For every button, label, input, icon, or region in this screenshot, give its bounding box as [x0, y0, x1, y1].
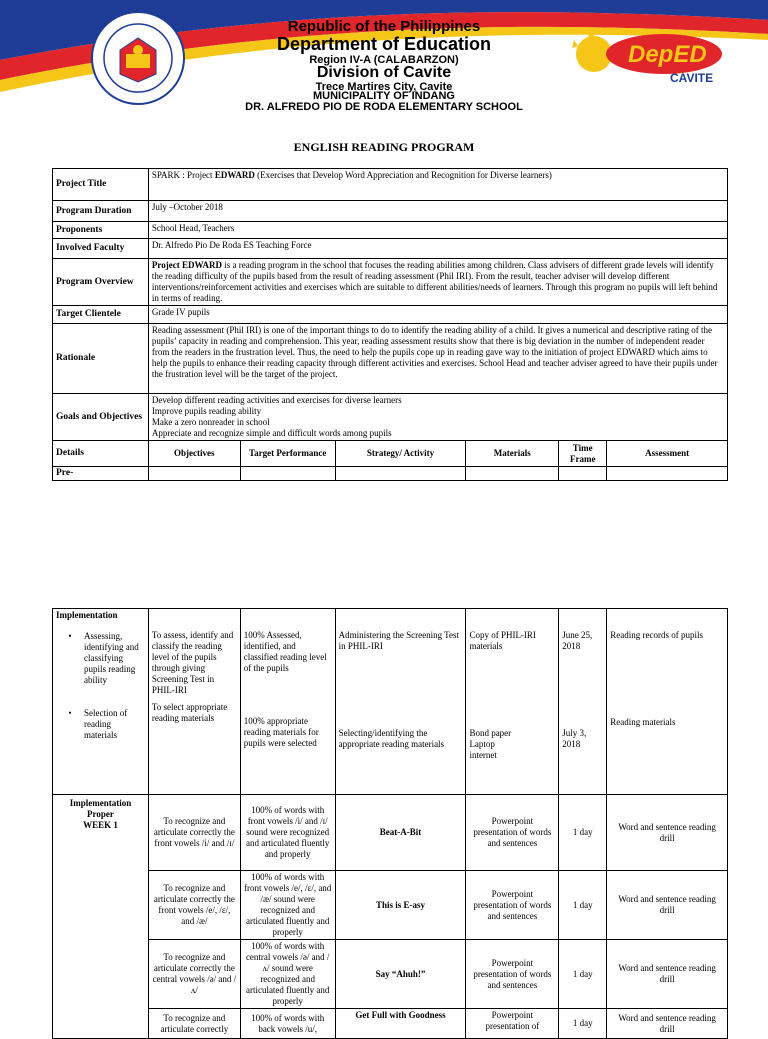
- pre-label: Pre-: [53, 467, 149, 481]
- rationale-value: Reading assessment (Phil IRI) is one of the important things to do to identify the reading ability of a child. It gives a numerical and descriptive rating of the pupils’ capacity in reading and comprehension. This year, reading assessment results show that there is big deviation in the number of independent reader from the readers in the frustration level. Thus, the need to help the pupils cope up in reading gave way to the initiation of project EDWARD which aims to help the pupils to enhance their reading capacity through different activities and exercises. School Head and teacher adviser agreed to have their pupils under the frustration level will be the target of the project.: [148, 324, 727, 394]
- goal-item: Appreciate and recognize simple and difficult words among pupils: [151, 428, 392, 438]
- duration-value: July –October 2018: [148, 201, 727, 222]
- col-assessment: Assessment: [607, 441, 728, 467]
- table-row: To recognize and articulate correctly the front vowels /e/, /ɛ/, and /æ/ 100% of words with front vowels /e/, /ɛ/, and /æ/ sound were recognized and articulated fluently and properly This is E-asy Powerpoint presentation of words and sentences 1 day Word and sentence reading drill: [53, 871, 728, 940]
- proponents-value: School Head, Teachers: [148, 222, 727, 239]
- overview-value: Project EDWARD is a reading program in the school that focuses the reading abilities among children. Class advisers of different grade levels will identify the reading difficulty of the pupils based from the result of reading assessment (Phil IRI). From the result, teacher adviser will develop different interventions/reinforcement activities and exercises which are suitable to different abilities/needs of learners. Through this program no pupils will left behind in terms of reading.: [148, 259, 727, 306]
- header-municipality: MUNICIPALITY OF INDANG: [313, 90, 455, 102]
- implementation-time: June 25, 2018 July 3, 2018: [559, 609, 607, 795]
- header-region: Region IV-A (CALABARZON): [309, 54, 459, 66]
- list-item: • Selection of reading materials: [68, 708, 128, 740]
- project-title-label: Project Title: [53, 169, 149, 201]
- col-objectives: Objectives: [148, 441, 240, 467]
- duration-label: Program Duration: [53, 201, 149, 222]
- project-title-value: SPARK : Project EDWARD (Exercises that Develop Word Appreciation and Recognition for Diverse learners): [148, 169, 727, 201]
- rationale-label: Rationale: [53, 324, 149, 394]
- implementation-details: [53, 609, 149, 795]
- overview-label: Program Overview: [53, 259, 149, 306]
- table-row: Implementation Proper WEEK 1 To recognize and articulate correctly the front vowels /i/ and /ɪ/ 100% of words with front vowels /i/ and /ɪ/ sound were recognized and articulated fluently and properly Beat-A-Bit Powerpoint presentation of words and sentences 1 day Word and sentence reading drill: [53, 795, 728, 871]
- goal-item: Develop different reading activities and exercises for diverse learners: [151, 395, 402, 405]
- goals-list: [148, 394, 727, 441]
- clientele-label: Target Clientele: [53, 306, 149, 324]
- program-overview-table: [52, 168, 728, 481]
- implementation-strategies: Administering the Screening Test in PHIL-IRI Selecting/identifying the appropriate reading materials: [335, 609, 466, 795]
- col-target: Target Performance: [240, 441, 335, 467]
- implementation-assessment: Reading records of pupils Reading materials: [607, 609, 728, 795]
- table-row: To recognize and articulate correctly 100% of words with back vowels /u/, Get Full with Goodness Powerpoint presentation of 1 day Word and sentence reading drill: [53, 1009, 728, 1039]
- header-republic: Republic of the Philippines: [287, 18, 481, 35]
- faculty-label: Involved Faculty: [53, 239, 149, 259]
- col-materials: Materials: [466, 441, 559, 467]
- implementation-materials: Copy of PHIL-IRI materials Bond paper Laptop internet: [466, 609, 559, 795]
- goal-item: Improve pupils reading ability: [151, 406, 262, 416]
- goals-label: Goals and Objectives: [53, 394, 149, 441]
- header-department: Department of Education: [276, 34, 491, 54]
- col-strategy: Strategy/ Activity: [335, 441, 466, 467]
- faculty-value: Dr. Alfredo Pio De Roda ES Teaching Force: [148, 239, 727, 259]
- col-details: Details: [53, 441, 149, 467]
- implementation-objectives: To assess, identify and classify the reading level of the pupils through giving Screening Test in PHIL-IRI To select appropriate reading materials: [148, 609, 240, 795]
- header-division: Division of Cavite: [316, 64, 452, 81]
- svg-text:DepED: DepED: [628, 41, 707, 68]
- header-school: DR. ALFREDO PIO DE RODA ELEMENTARY SCHOOL: [245, 101, 523, 113]
- col-time-frame: Time Frame: [559, 441, 607, 467]
- header-city: Trece Martires City, Cavite: [315, 81, 453, 93]
- table-row: To recognize and articulate correctly the central vowels /ə/ and /ʌ/ 100% of words with central vowels /ə/ and /ʌ/ sound were recognized and articulated fluently and properly Say “Ahuh!” Powerpoint presentation of words and sentences 1 day Word and sentence reading drill: [53, 940, 728, 1009]
- goal-item: Make a zero nonreader in school: [151, 417, 270, 427]
- list-item: • Assessing, identifying and classifying pupils reading ability: [68, 631, 139, 685]
- implementation-targets: 100% Assessed, identified, and classified reading level of the pupils 100% appropriate reading materials for pupils were selected: [240, 609, 335, 795]
- document-title: ENGLISH READING PROGRAM: [293, 140, 475, 154]
- clientele-value: Grade IV pupils: [148, 306, 727, 324]
- implementation-table: [52, 608, 728, 1039]
- proper-details: Implementation Proper WEEK 1: [53, 795, 149, 1039]
- implementation-heading: Implementation: [56, 610, 118, 620]
- proponents-label: Proponents: [53, 222, 149, 239]
- svg-text:CAVITE: CAVITE: [670, 71, 714, 85]
